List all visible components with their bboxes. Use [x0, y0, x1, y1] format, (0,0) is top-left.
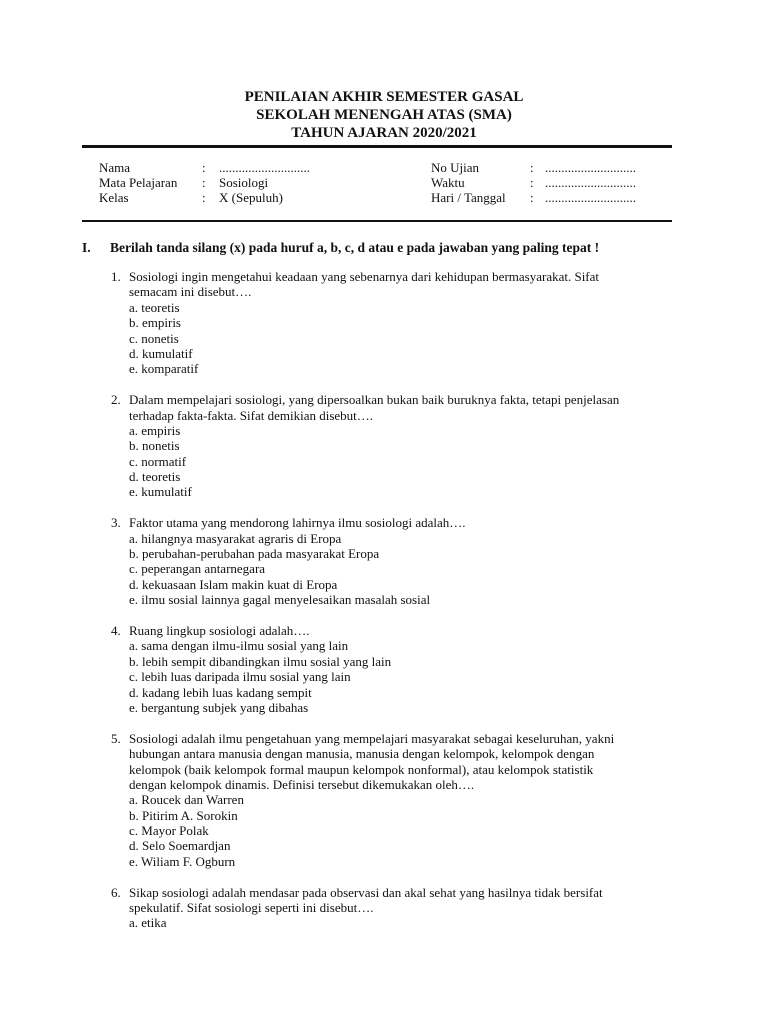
answer-option[interactable]: c. normatif: [129, 453, 187, 469]
section-number: I.: [82, 240, 91, 255]
question-text-line: Sikap sosiologi adalah mendasar pada observasi dan akal sehat yang hasilnya tidak bersifat: [129, 884, 603, 900]
info-value: ............................: [545, 175, 636, 190]
question-number: 6.: [111, 884, 121, 900]
question-text-line: terhadap fakta-fakta. Sifat demikian disebut….: [129, 407, 374, 423]
question-text-line: kelompok (baik kelompok formal maupun kelompok nonformal), atau kelompok statistik: [129, 761, 594, 777]
question-number: 4.: [111, 622, 121, 638]
question-item: [0, 885, 768, 931]
answer-option[interactable]: b. lebih sempit dibandingkan ilmu sosial yang lain: [129, 653, 392, 669]
answer-option[interactable]: d. teoretis: [129, 469, 181, 485]
header-divider-top: [82, 145, 672, 148]
answer-option[interactable]: a. sama dengan ilmu-ilmu sosial yang lain: [129, 638, 349, 654]
question-number: 2.: [111, 392, 121, 408]
answer-option[interactable]: c. Mayor Polak: [129, 823, 209, 839]
answer-option[interactable]: d. kadang lebih luas kadang sempit: [129, 684, 312, 700]
question-number: 5.: [111, 730, 121, 746]
info-value: ............................: [545, 190, 636, 205]
question-item: [0, 731, 768, 870]
exam-header: [0, 88, 768, 142]
answer-option[interactable]: a. etika: [129, 915, 167, 931]
answer-option[interactable]: a. hilangnya masyarakat agraris di Eropa: [129, 530, 342, 546]
section-instruction: [82, 240, 702, 255]
question-item: [0, 515, 768, 607]
info-colon: :: [530, 190, 534, 205]
question-text-line: Faktor utama yang mendorong lahirnya ilmu sosiologi adalah….: [129, 515, 466, 531]
answer-option[interactable]: b. nonetis: [129, 438, 180, 454]
answer-option[interactable]: e. komparatif: [129, 361, 199, 377]
question-number: 1.: [111, 269, 121, 284]
info-label: Nama: [99, 160, 131, 175]
question-text-line: Sosiologi ingin mengetahui keadaan yang sebenarnya dari kehidupan bermasyarakat. Sifat: [129, 269, 600, 284]
info-value: X (Sepuluh): [219, 190, 283, 205]
answer-option[interactable]: b. Pitirim A. Sorokin: [129, 807, 238, 823]
question-text: [129, 392, 674, 423]
question-item: [0, 623, 768, 715]
question-item: [0, 269, 768, 377]
answer-option[interactable]: b. empiris: [129, 315, 181, 331]
answer-option[interactable]: e. bergantung subjek yang dibahas: [129, 699, 309, 715]
info-colon: :: [202, 175, 206, 190]
question-text: [129, 885, 674, 916]
answer-option[interactable]: a. empiris: [129, 422, 181, 438]
question-text-line: hubungan antara manusia dengan manusia, manusia dengan kelompok, kelompok dengan: [129, 746, 595, 762]
answer-option[interactable]: d. kekuasaan Islam makin kuat di Eropa: [129, 576, 338, 592]
info-label: Hari / Tanggal: [431, 190, 506, 205]
question-list: [0, 269, 768, 946]
question-text: [129, 515, 674, 530]
header-school: SEKOLAH MENENGAH ATAS (SMA): [256, 107, 512, 123]
question-text-line: Ruang lingkup sosiologi adalah….: [129, 622, 310, 638]
question-text-line: dengan kelompok dinamis. Definisi tersebut dikemukakan oleh….: [129, 776, 475, 792]
info-colon: :: [530, 160, 534, 175]
question-text-line: spekulatif. Sifat sosiologi seperti ini disebut….: [129, 900, 374, 916]
answer-option[interactable]: d. kumulatif: [129, 345, 193, 361]
question-text: [129, 731, 674, 793]
question-item: [0, 392, 768, 500]
question-text-line: Sosiologi adalah ilmu pengetahuan yang mempelajari masyarakat sebagai keseluruhan, yakni: [129, 730, 615, 746]
answer-option[interactable]: d. Selo Soemardjan: [129, 838, 231, 854]
info-label: Kelas: [99, 190, 129, 205]
info-value: Sosiologi: [219, 175, 269, 190]
header-title: PENILAIAN AKHIR SEMESTER GASAL: [244, 89, 524, 105]
info-colon: :: [530, 175, 534, 190]
question-text: [129, 623, 674, 638]
answer-option[interactable]: b. perubahan-perubahan pada masyarakat Eropa: [129, 546, 380, 562]
answer-option[interactable]: c. peperangan antarnegara: [129, 561, 266, 577]
answer-option[interactable]: e. Wiliam F. Ogburn: [129, 853, 236, 869]
section-instruction-text: Berilah tanda silang (x) pada huruf a, b, c, d atau e pada jawaban yang paling tepat !: [110, 240, 600, 255]
info-label: Mata Pelajaran: [99, 175, 178, 190]
info-colon: :: [202, 160, 206, 175]
answer-option[interactable]: e. kumulatif: [129, 484, 192, 500]
answer-option[interactable]: e. ilmu sosial lainnya gagal menyelesaikan masalah sosial: [129, 592, 431, 608]
info-label: Waktu: [431, 175, 465, 190]
question-text-line: Dalam mempelajari sosiologi, yang dipersoalkan bukan baik buruknya fakta, tetapi penjelasan: [129, 392, 620, 408]
header-year: TAHUN AJARAN 2020/2021: [291, 125, 477, 141]
answer-option[interactable]: a. Roucek dan Warren: [129, 792, 244, 808]
answer-option[interactable]: c. nonetis: [129, 330, 179, 346]
info-label: No Ujian: [431, 160, 480, 175]
question-number: 3.: [111, 515, 121, 531]
question-text-line: semacam ini disebut….: [129, 284, 252, 300]
info-colon: :: [202, 190, 206, 205]
answer-option[interactable]: a. teoretis: [129, 299, 180, 315]
info-value: ............................: [219, 160, 310, 175]
question-text: [129, 269, 674, 300]
info-value: ............................: [545, 160, 636, 175]
answer-option[interactable]: c. lebih luas daripada ilmu sosial yang lain: [129, 669, 351, 685]
header-divider-bottom: [82, 220, 672, 222]
